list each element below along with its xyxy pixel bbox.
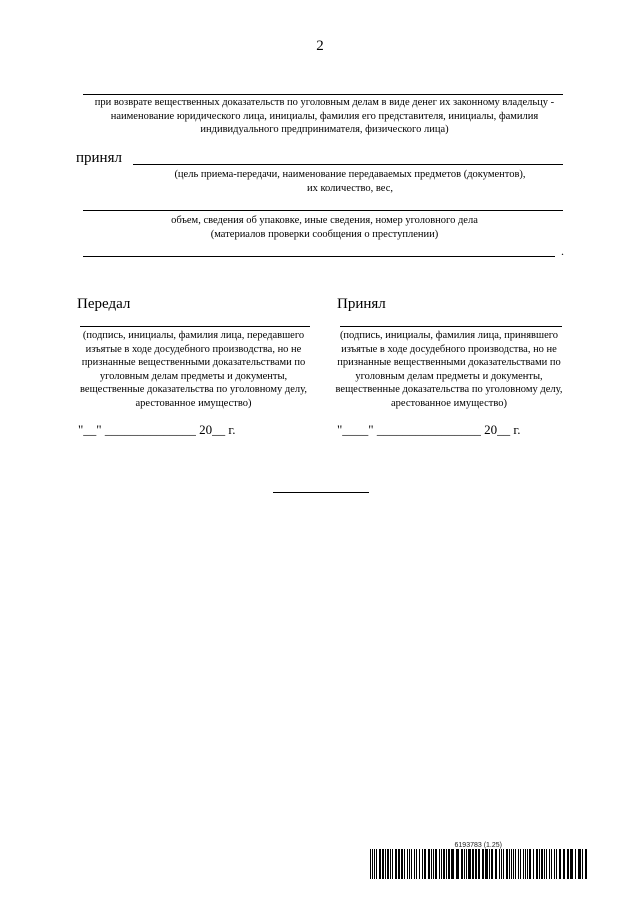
barcode-bar — [433, 849, 434, 879]
barcode-bar — [370, 849, 371, 879]
caption-recipient-details: при возврате вещественных доказательств по уголовным делам в виде денег их законному владельцу - наименование юридического лица, инициалы, фамилия его представителя, инициалы, фамилия индивидуального предпринимателя, физического лица) — [94, 97, 555, 135]
left-date-line: "__" ______________ 20__ г. — [78, 422, 236, 437]
barcode-bar — [525, 849, 526, 879]
barcode-bar — [515, 849, 516, 879]
barcode-bar — [466, 849, 467, 879]
barcode-bar — [416, 849, 417, 879]
handed-over-title: Передал — [77, 296, 131, 312]
barcode-bar — [376, 849, 377, 879]
caption-volume — [83, 214, 566, 241]
barcode-bar — [529, 849, 531, 879]
barcode-bar — [527, 849, 528, 879]
barcode-bar — [428, 849, 430, 879]
caption-volume-line2: (материалов проверки сообщения о преступлении) — [210, 228, 439, 240]
barcode-bar — [475, 849, 477, 879]
barcode-bar — [485, 849, 488, 879]
barcode-bar — [520, 849, 521, 879]
end-separator — [273, 492, 369, 493]
barcode-bar — [503, 849, 504, 879]
barcode-bar — [554, 849, 555, 879]
fill-line-4 — [83, 256, 555, 257]
barcode-bar — [495, 849, 497, 879]
barcode-bar — [563, 849, 565, 879]
barcode-bar — [407, 849, 408, 879]
barcode-bar — [478, 849, 480, 879]
barcode-bar — [409, 849, 410, 879]
barcode-bar — [544, 849, 545, 879]
right-date-line: "____" ________________ 20__ г. — [337, 422, 521, 437]
left-signature-caption: (подпись, инициалы, фамилия лица, передавшего изъятые в ходе досудебного производства, но не признанные вещественными доказательствами по уголовным делам предметы и документы, вещественные доказательства по уголовному делу, арестованное имущество) — [80, 330, 307, 409]
barcode-bar — [468, 849, 471, 879]
barcode-bar — [533, 849, 534, 879]
barcode-bar — [509, 849, 510, 879]
right-signature-caption: (подпись, инициалы, фамилия лица, принявшего изъятые в ходе досудебного производства, но не признанные вещественными доказательствами по уголовным делам предметы и документы, вещественные доказательства по уголовному делу, арестованное имущество) — [335, 330, 563, 409]
fill-line-3 — [83, 210, 563, 211]
barcode-bar — [559, 849, 561, 879]
barcode-bar — [372, 849, 373, 879]
barcode-bar — [501, 849, 502, 879]
barcode-bar — [513, 849, 514, 879]
barcode-bar — [431, 849, 432, 879]
barcode-bar — [551, 849, 552, 879]
barcode-bar — [511, 849, 512, 879]
accepted-label: принял — [76, 150, 122, 166]
barcode-bar — [461, 849, 463, 879]
barcode-bar — [401, 849, 403, 879]
barcode-bar — [451, 849, 454, 879]
barcode-bar — [411, 849, 412, 879]
barcode-bar — [582, 849, 583, 879]
barcode-bar — [374, 849, 375, 879]
barcode-bars — [370, 849, 590, 879]
caption-purpose-line1: (цель приема-передачи, наименование передаваемых предметов (документов), — [174, 169, 526, 180]
barcode-bar — [549, 849, 550, 879]
barcode-bar — [392, 849, 393, 879]
barcode-bar — [441, 849, 442, 879]
barcode-bar — [424, 849, 426, 879]
barcode-bar — [541, 849, 543, 879]
barcode-bar — [499, 849, 500, 879]
barcode-bar — [443, 849, 445, 879]
barcode-bar — [414, 849, 415, 879]
barcode-bar — [518, 849, 519, 879]
barcode-bar — [422, 849, 423, 879]
barcode — [370, 842, 590, 879]
barcode-bar — [523, 849, 524, 879]
barcode-bar — [489, 849, 490, 879]
signature-line-right — [340, 326, 562, 327]
barcode-bar — [585, 849, 587, 879]
barcode-bar — [539, 849, 540, 879]
barcode-bar — [556, 849, 557, 879]
barcode-bar — [382, 849, 384, 879]
barcode-bar — [536, 849, 538, 879]
barcode-bar — [546, 849, 547, 879]
barcode-bar — [446, 849, 447, 879]
caption-volume-line1: объем, сведения об упаковке, иные сведения, номер уголовного дела — [171, 215, 478, 226]
page-number: 2 — [316, 38, 324, 54]
caption-purpose — [150, 168, 550, 195]
barcode-bar — [390, 849, 391, 879]
fill-line-accepted — [133, 164, 563, 165]
caption-purpose-line2: их количество, вес, — [307, 182, 393, 194]
barcode-bar — [506, 849, 508, 879]
barcode-bar — [472, 849, 474, 879]
barcode-bar — [567, 849, 569, 879]
barcode-bar — [575, 849, 576, 879]
barcode-bar — [419, 849, 420, 879]
fill-line-1 — [83, 94, 563, 95]
barcode-bar — [385, 849, 386, 879]
barcode-bar — [482, 849, 484, 879]
signature-line-left — [80, 326, 310, 327]
barcode-bar — [464, 849, 465, 879]
barcode-bar — [379, 849, 381, 879]
barcode-bar — [570, 849, 573, 879]
barcode-bar — [578, 849, 581, 879]
barcode-bar — [398, 849, 400, 879]
barcode-number: 6193783 (1.25) — [454, 842, 502, 849]
barcode-bar — [448, 849, 450, 879]
barcode-bar — [491, 849, 493, 879]
barcode-bar — [387, 849, 389, 879]
end-period: . — [561, 244, 564, 258]
barcode-bar — [404, 849, 405, 879]
barcode-bar — [435, 849, 437, 879]
received-title: Принял — [337, 296, 386, 312]
barcode-bar — [439, 849, 440, 879]
barcode-bar — [395, 849, 397, 879]
barcode-bar — [456, 849, 459, 879]
